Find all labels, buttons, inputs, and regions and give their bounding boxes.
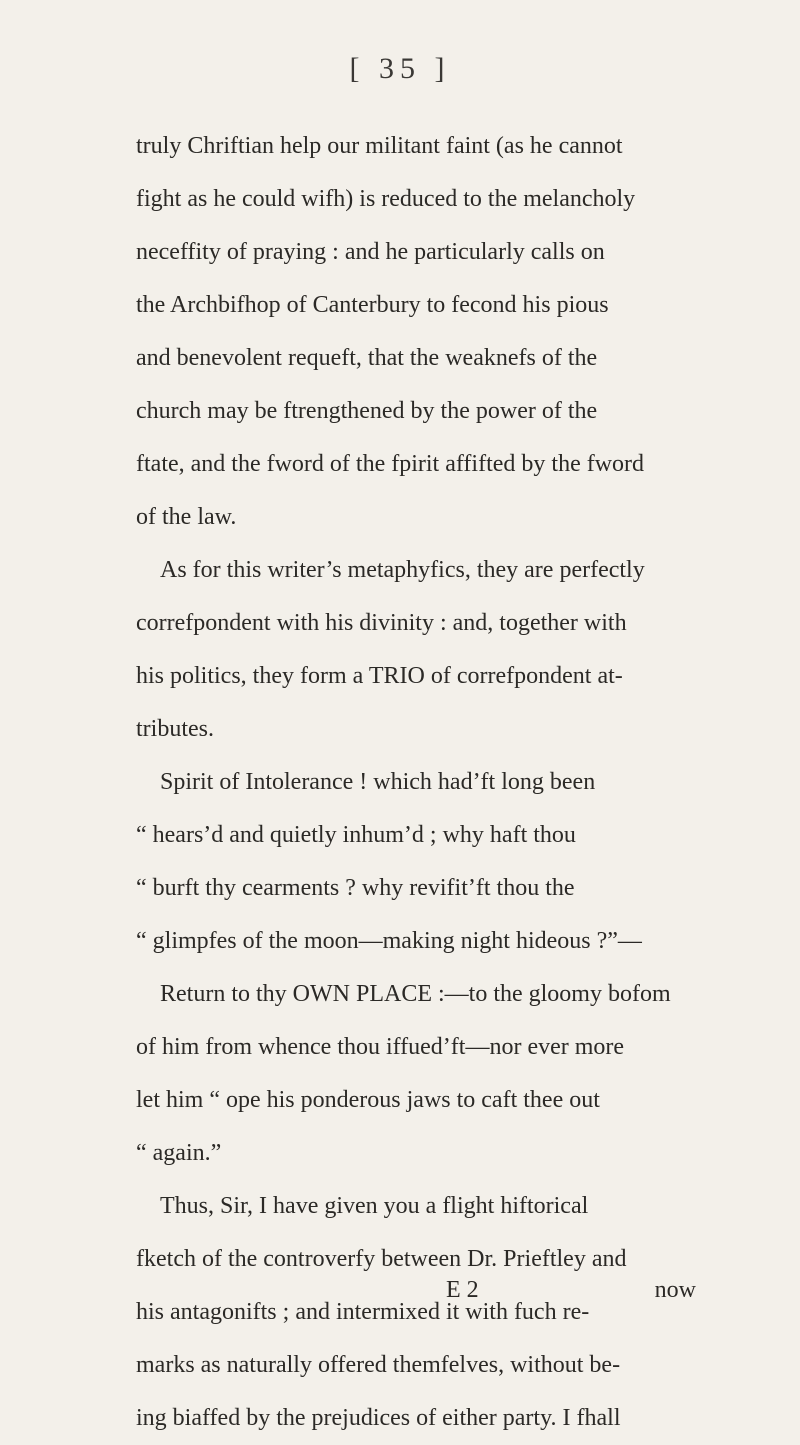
text-line-17: Return to thy OWN PLACE :—to the gloomy bofom (160, 981, 671, 1007)
body-text (136, 120, 696, 1445)
text-line-13: Spirit of Intolerance ! which had’ft long been (160, 769, 596, 795)
text-line-14: “ hears’d and quietly inhum’d ; why haft thou (136, 822, 576, 848)
text-line-24: marks as naturally offered themfelves, without be- (136, 1352, 621, 1378)
text-line-25: ing biaffed by the prejudices of either party. I fhall (136, 1405, 621, 1431)
text-line-7: ftate, and the fword of the fpirit affifted by the fword (136, 451, 645, 477)
text-line-18: of him from whence thou iffued’ft—nor ever more (136, 1034, 625, 1060)
text-line-3: neceffity of praying : and he particularly calls on (136, 239, 605, 265)
text-line-10: correfpondent with his divinity : and, together with (136, 610, 627, 636)
text-line-15: “ burft thy cearments ? why revifit’ft thou the (136, 875, 575, 901)
catchword: now (654, 1277, 696, 1303)
page-number-header: [ 35 ] (349, 52, 451, 85)
text-line-9: As for this writer’s metaphyfics, they are perfectly (160, 557, 645, 583)
text-line-1: truly Chriftian help our militant faint (as he cannot (136, 133, 623, 159)
text-line-5: and benevolent requeft, that the weaknefs of the (136, 345, 598, 371)
text-line-11: his politics, they form a TRIO of correfpondent at- (136, 663, 623, 689)
text-line-19: let him “ ope his ponderous jaws to caft thee out (136, 1087, 600, 1113)
text-line-6: church may be ftrengthened by the power of the (136, 398, 598, 424)
text-line-12: tributes. (136, 716, 214, 742)
text-line-2: fight as he could wifh) is reduced to the melancholy (136, 186, 636, 212)
text-line-23: his antagonifts ; and intermixed it with fuch re- (136, 1299, 590, 1325)
text-line-16: “ glimpfes of the moon—making night hideous ?”— (136, 928, 642, 954)
text-line-8: of the law. (136, 504, 237, 530)
text-line-22: fketch of the controverfy between Dr. Prieftley and (136, 1246, 627, 1272)
text-line-20: “ again.” (136, 1140, 222, 1166)
signature-mark: E 2 (446, 1277, 479, 1303)
text-line-4: the Archbifhop of Canterbury to fecond his pious (136, 292, 609, 318)
text-line-21: Thus, Sir, I have given you a flight hiftorical (160, 1193, 589, 1219)
